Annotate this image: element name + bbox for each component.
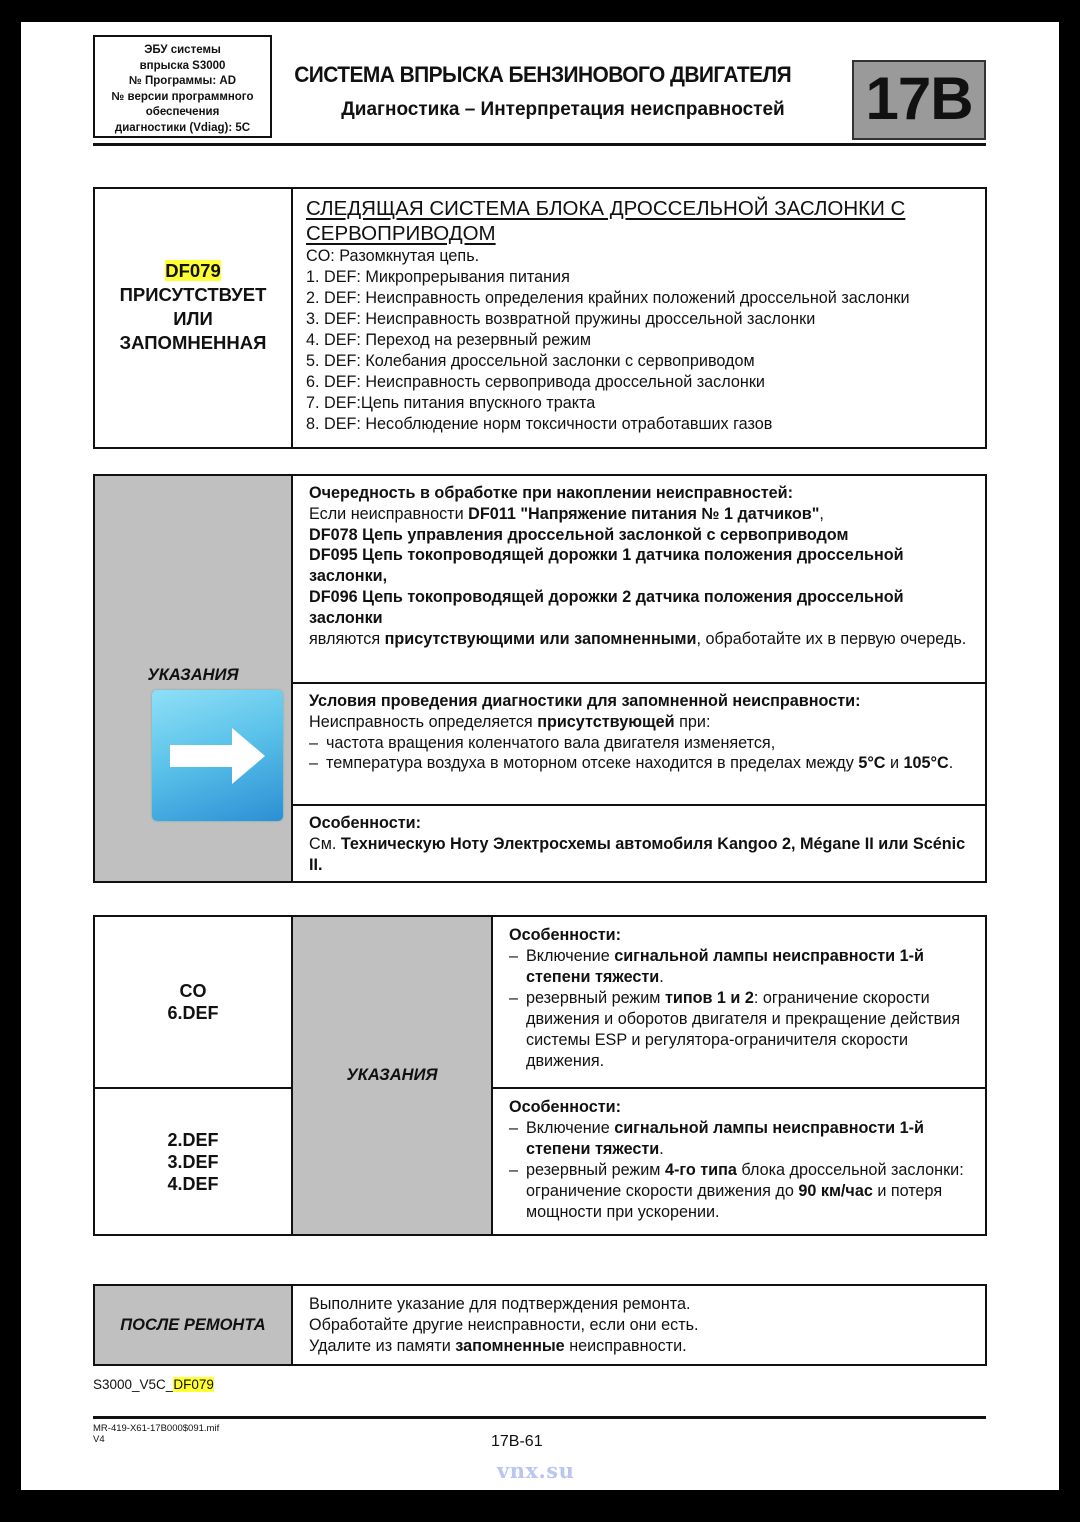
fault-def: 6. DEF: Неисправность сервопривода дроссельной заслонки xyxy=(306,373,765,391)
priority-cell xyxy=(292,475,986,683)
temp-max: 105°C xyxy=(903,754,949,773)
ecu-line: диагностики (Vdiag): 5C xyxy=(114,121,251,134)
footer-file-info xyxy=(93,1423,219,1445)
ecu-line: впрыска S3000 xyxy=(139,59,226,72)
case-codes-cell xyxy=(94,1088,292,1235)
after-repair-label: ПОСЛЕ РЕМОНТА xyxy=(120,1315,266,1334)
condition-text: частота вращения коленчатого вала двигателя изменяется, xyxy=(326,733,776,752)
dash-bullet: – xyxy=(509,947,519,965)
case-text: резервный режим xyxy=(526,1161,665,1179)
fault-table xyxy=(93,187,987,449)
case-text: : ограничение скорости движения и оборотов двигателя и прекращение действия системы ESP и регулятора-ограничителя скорости движения. xyxy=(526,989,961,1070)
fault-def: 4. DEF: Переход на резервный режим xyxy=(306,331,592,349)
watermark: vnx.su xyxy=(497,1458,575,1483)
after-repair-label-cell xyxy=(94,1285,292,1365)
reference-prefix: S3000_V5C_ xyxy=(93,1377,174,1392)
case-bold: сигнальной лампы неисправности 1-й степени тяжести xyxy=(526,947,924,986)
instructions-label: УКАЗАНИЯ xyxy=(147,666,239,684)
after-repair-table xyxy=(93,1284,987,1366)
case-code: 4.DEF xyxy=(167,1173,219,1194)
conditions-heading: Условия проведения диагностики для запомненной неисправности: xyxy=(309,692,861,710)
condition-text: . xyxy=(948,754,954,773)
case-features-cell xyxy=(492,1088,986,1235)
page-number: 17B-61 xyxy=(491,1433,543,1450)
condition-text: и xyxy=(885,754,904,773)
page-title: СИСТЕМА ВПРЫСКА БЕНЗИНОВОГО ДВИГАТЕЛЯ xyxy=(294,62,792,87)
case-text: Включение xyxy=(526,1119,615,1137)
section-badge: 17B xyxy=(852,60,986,140)
footer-filename: MR-419-X61-17B000$091.mif xyxy=(93,1423,220,1434)
case-text: . xyxy=(659,968,664,986)
case-heading: Особенности: xyxy=(509,1098,621,1116)
features-cell xyxy=(292,805,986,882)
after-repair-cell xyxy=(292,1285,986,1365)
case-code: 3.DEF xyxy=(167,1151,219,1172)
after-repair-bold: запомненные xyxy=(455,1336,565,1355)
fault-def: 1. DEF: Микропрерывания питания xyxy=(306,268,570,286)
speed-limit: 90 км/час xyxy=(798,1182,873,1200)
priority-intro: Если неисправности xyxy=(309,504,469,523)
tech-note-link[interactable]: Техническую Ноту Электросхемы автомобиля Kangoo 2, Mégane II или Scénic II. xyxy=(309,834,966,874)
fault-def: 2. DEF: Неисправность определения крайних положений дроссельной заслонки xyxy=(306,289,910,307)
instructions-table xyxy=(93,474,987,883)
dash-bullet: – xyxy=(309,733,319,752)
manual-page xyxy=(21,22,1059,1490)
ecu-info-box xyxy=(93,35,272,138)
dash-bullet: – xyxy=(309,754,319,773)
case-text: . xyxy=(659,1140,664,1158)
cases-label-cell xyxy=(292,916,492,1235)
priority-tail-end: , обработайте их в первую очередь. xyxy=(696,629,967,648)
arrow-right-icon xyxy=(152,690,283,821)
fault-description-cell xyxy=(292,188,986,448)
condition-item xyxy=(309,753,975,774)
features-heading: Особенности: xyxy=(309,814,421,832)
after-repair-text: неисправности. xyxy=(564,1336,687,1355)
dash-bullet: – xyxy=(509,1119,519,1137)
condition-item xyxy=(309,733,975,754)
ecu-line: № Программы: AD xyxy=(128,75,236,87)
case-bold: сигнальной лампы неисправности 1-й степени тяжести xyxy=(526,1119,924,1158)
case-bold: 4-го типа xyxy=(664,1161,737,1179)
features-text: См. xyxy=(309,834,341,853)
case-codes-cell xyxy=(94,916,292,1088)
fault-ref-df078: DF078 Цепь управления дроссельной заслонкой с сервоприводом xyxy=(309,525,849,544)
conditions-text: при: xyxy=(674,712,711,731)
fault-ref-df096: DF096 Цепь токопроводящей дорожки 2 датчика положения дроссельной заслонки xyxy=(309,587,904,627)
priority-tail: являются xyxy=(309,629,385,648)
conditions-text: Неисправность определяется xyxy=(309,712,538,731)
fault-title: СЛЕДЯЩАЯ СИСТЕМА БЛОКА ДРОССЕЛЬНОЙ ЗАСЛОНКИ С СЕРВОПРИВОДОМ xyxy=(306,197,906,245)
temp-min: 5°C xyxy=(858,754,886,773)
fault-def: 7. DEF:Цепь питания впускного тракта xyxy=(306,394,596,412)
fault-code: DF079 xyxy=(165,260,221,281)
conditions-bold: присутствующей xyxy=(537,712,675,731)
case-text: резервный режим xyxy=(526,989,665,1007)
case-heading: Особенности: xyxy=(509,926,621,944)
fault-status-line: ИЛИ xyxy=(173,308,213,329)
fault-status-line: ЗАПОМНЕННАЯ xyxy=(119,332,267,353)
ecu-line: обеспечения xyxy=(145,106,220,118)
case-text: блока дроссельной заслонки: ограничение скорости движения до xyxy=(526,1161,964,1200)
reference-fault-code: DF079 xyxy=(173,1377,214,1392)
fault-def: 8. DEF: Несоблюдение норм токсичности отработавших газов xyxy=(306,415,773,433)
instructions-label-cell xyxy=(94,475,292,882)
fault-status-cell xyxy=(94,188,292,448)
case-text: и потеря мощности при ускорении. xyxy=(526,1182,943,1221)
dash-bullet: – xyxy=(509,989,519,1007)
case-text: Включение xyxy=(526,947,615,965)
footer-version: V4 xyxy=(93,1434,105,1445)
cases-label: УКАЗАНИЯ xyxy=(346,1066,438,1084)
after-repair-line: Обработайте другие неисправности, если они есть. xyxy=(309,1315,699,1334)
reference-code xyxy=(93,1377,214,1392)
dash-bullet: – xyxy=(509,1161,519,1179)
priority-tail-bold: присутствующими или запомненными xyxy=(384,629,697,648)
fault-def: 3. DEF: Неисправность возвратной пружины дроссельной заслонки xyxy=(306,310,816,328)
conditions-cell xyxy=(292,683,986,805)
fault-def: 5. DEF: Колебания дроссельной заслонки с сервоприводом xyxy=(306,352,755,370)
ecu-line: № версии программного xyxy=(111,90,254,103)
after-repair-line: Выполните указание для подтверждения ремонта. xyxy=(309,1294,691,1313)
ecu-line: ЭБУ системы xyxy=(144,44,221,56)
case-code: 2.DEF xyxy=(167,1129,219,1150)
fault-co: CO: Разомкнутая цепь. xyxy=(306,247,480,265)
after-repair-text: Удалите из памяти xyxy=(309,1336,456,1355)
page-subtitle: Диагностика – Интерпретация неисправностей xyxy=(341,99,785,120)
fault-ref-df095: DF095 Цепь токопроводящей дорожки 1 датчика положения дроссельной заслонки, xyxy=(309,546,904,586)
cases-table xyxy=(93,915,987,1236)
footer-divider xyxy=(93,1416,986,1419)
case-code: CO xyxy=(179,981,207,1001)
case-code: 6.DEF xyxy=(167,1003,219,1023)
priority-heading: Очередность в обработке при накоплении неисправностей: xyxy=(309,484,794,502)
comma: , xyxy=(819,504,824,523)
fault-status-line: ПРИСУТСТВУЕТ xyxy=(119,284,267,305)
case-bold: типов 1 и 2 xyxy=(664,989,754,1007)
case-features-cell xyxy=(492,916,986,1088)
header-divider xyxy=(93,143,986,146)
condition-text: температура воздуха в моторном отсеке находится в пределах между xyxy=(326,754,859,773)
fault-ref-df011: DF011 "Напряжение питания № 1 датчиков" xyxy=(468,504,820,523)
